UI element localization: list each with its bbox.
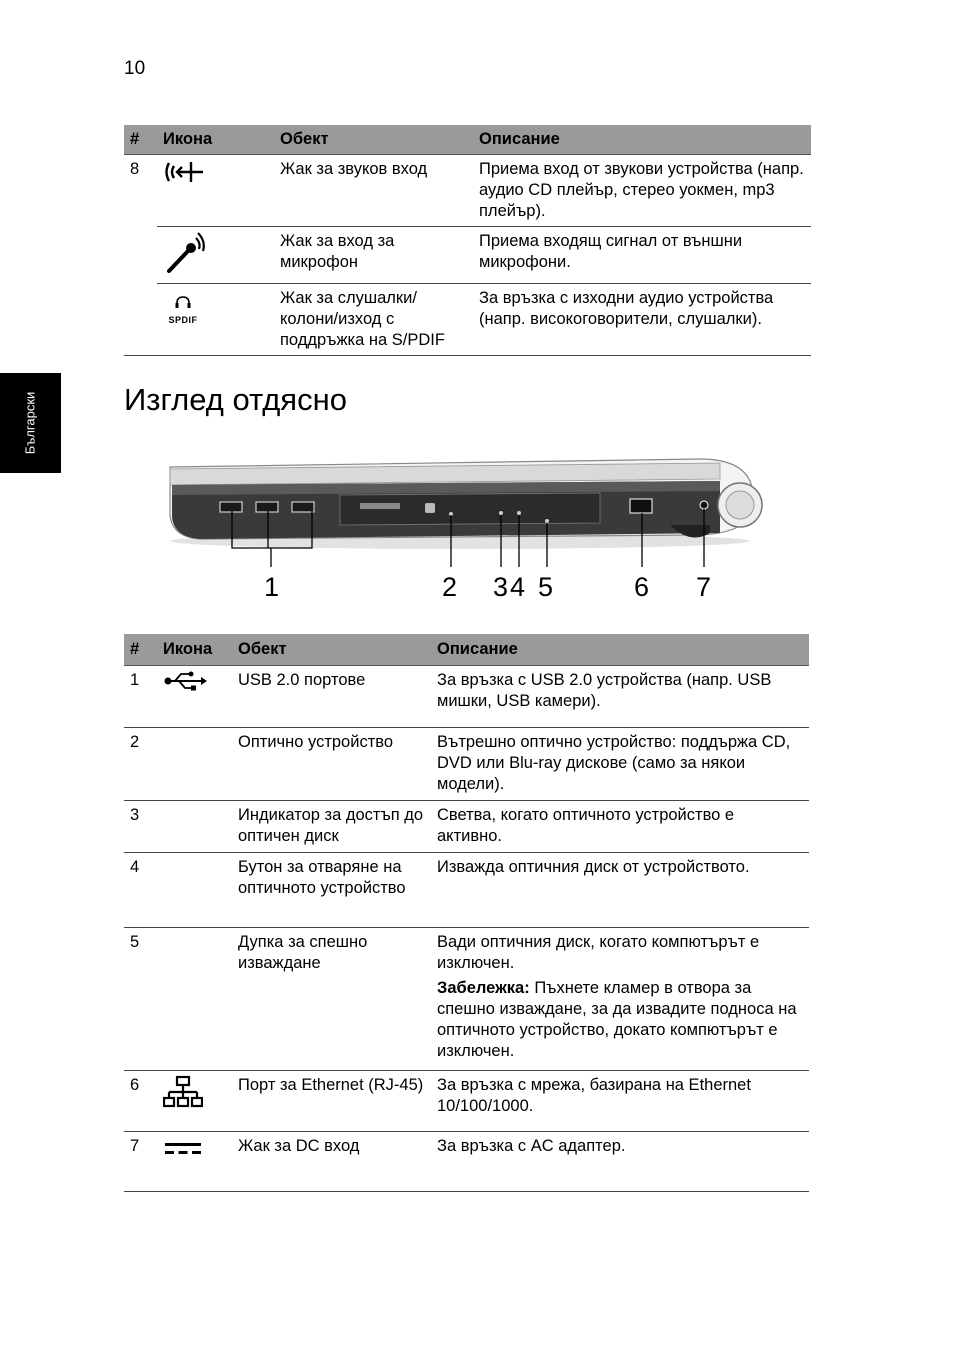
row-description: За връзка с мрежа, базирана на Ethernet 10/100/1000. <box>431 1071 809 1132</box>
row-description: Изважда оптичния диск от устройството. <box>431 853 809 928</box>
ports-table-right-view <box>124 634 809 1192</box>
table-row <box>124 928 809 1071</box>
header-icon: Икона <box>157 125 274 155</box>
header-object: Обект <box>274 125 473 155</box>
table-header <box>124 634 809 666</box>
callout-6: 6 <box>634 572 650 602</box>
language-side-tab <box>0 373 61 473</box>
audio-in-icon <box>163 159 207 185</box>
row-num: 7 <box>130 1137 140 1155</box>
header-num: # <box>124 634 157 666</box>
table-row <box>124 227 811 284</box>
row-object: Бутон за отваряне на оптичното устройство <box>232 853 431 928</box>
headphones-spdif-icon <box>163 294 203 325</box>
header-description: Описание <box>431 634 809 666</box>
table-header <box>124 125 811 155</box>
laptop-right-side-illustration <box>160 455 780 610</box>
header-object: Обект <box>232 634 431 666</box>
row-object: Оптично устройство <box>232 728 431 801</box>
row-description: Вътрешно оптично устройство: поддържа CD, DVD или Blu-ray дискове (само за някои модели). <box>431 728 809 801</box>
row-object: Жак за слушалки/ колони/изход с поддръжка на S/PDIF <box>274 284 473 356</box>
spdif-label: SPDIF <box>168 315 198 325</box>
header-description: Описание <box>473 125 811 155</box>
row-num <box>124 284 157 356</box>
row-object: USB 2.0 портове <box>232 666 431 728</box>
callout-1: 1 <box>264 572 280 602</box>
note-text: Пъхнете кламер в отвора за спешно изваждане, за да извадите подноса на оптичното устройство, докато компютърът е изключен. <box>437 979 797 1060</box>
table-row <box>124 728 809 801</box>
callout-lines <box>160 455 780 610</box>
table-row <box>124 284 811 356</box>
table-row <box>124 853 809 928</box>
row-num: 6 <box>124 1071 157 1132</box>
callout-4: 4 <box>510 572 526 602</box>
row-num <box>124 227 157 284</box>
callout-3: 3 <box>493 572 509 602</box>
table-row <box>124 801 809 853</box>
header-icon: Икона <box>157 634 232 666</box>
section-title: Изглед отдясно <box>124 382 347 417</box>
microphone-icon <box>163 231 207 275</box>
callout-2: 2 <box>442 572 458 602</box>
row-description: За връзка с USB 2.0 устройства (напр. USB мишки, USB камери). <box>431 666 809 728</box>
row-object: Порт за Ethernet (RJ-45) <box>232 1071 431 1132</box>
callout-5: 5 <box>538 572 554 602</box>
row-object: Дупка за спешно изваждане <box>232 928 431 1071</box>
ports-table-left-continued <box>124 125 811 356</box>
headphones-icon <box>174 295 192 309</box>
callout-7: 7 <box>696 572 712 602</box>
header-num: # <box>124 125 157 155</box>
table-row <box>124 666 809 728</box>
row-object: Индикатор за достъп до оптичен диск <box>232 801 431 853</box>
row-object: Жак за вход за микрофон <box>274 227 473 284</box>
page-number: 10 <box>124 58 146 79</box>
row-num: 4 <box>124 853 157 928</box>
dc-in-icon <box>163 1139 203 1159</box>
row-description: За връзка с изходни аудио устройства (напр. високоговорители, слушалки). <box>473 284 811 356</box>
row-object: Жак за DC вход <box>238 1137 360 1155</box>
row-description: Вади оптичния диск, когато компютърът е изключен. <box>437 933 760 972</box>
row-description: Приема вход от звукови устройства (напр. аудио CD плейър, стерео уокмен, mp3 плейър). <box>473 155 811 227</box>
table-row <box>124 1071 809 1132</box>
row-object: Жак за звуков вход <box>274 155 473 227</box>
ethernet-icon <box>163 1075 203 1109</box>
row-num: 1 <box>124 666 157 728</box>
note-label: Забележка: <box>437 979 530 997</box>
row-num: 5 <box>124 928 157 1071</box>
row-description: Светва, когато оптичното устройство е активно. <box>431 801 809 853</box>
note-paragraph <box>437 978 803 1062</box>
table-row <box>124 1132 809 1192</box>
usb-icon <box>163 670 207 692</box>
row-num: 2 <box>124 728 157 801</box>
row-num: 8 <box>130 160 140 178</box>
row-num: 3 <box>124 801 157 853</box>
table-end-rule <box>124 1191 809 1192</box>
table-row <box>124 155 811 227</box>
side-tab-label: Български <box>22 391 38 455</box>
row-description: За връзка с AC адаптер. <box>437 1137 626 1155</box>
row-description: Приема входящ сигнал от външни микрофони. <box>473 227 811 284</box>
